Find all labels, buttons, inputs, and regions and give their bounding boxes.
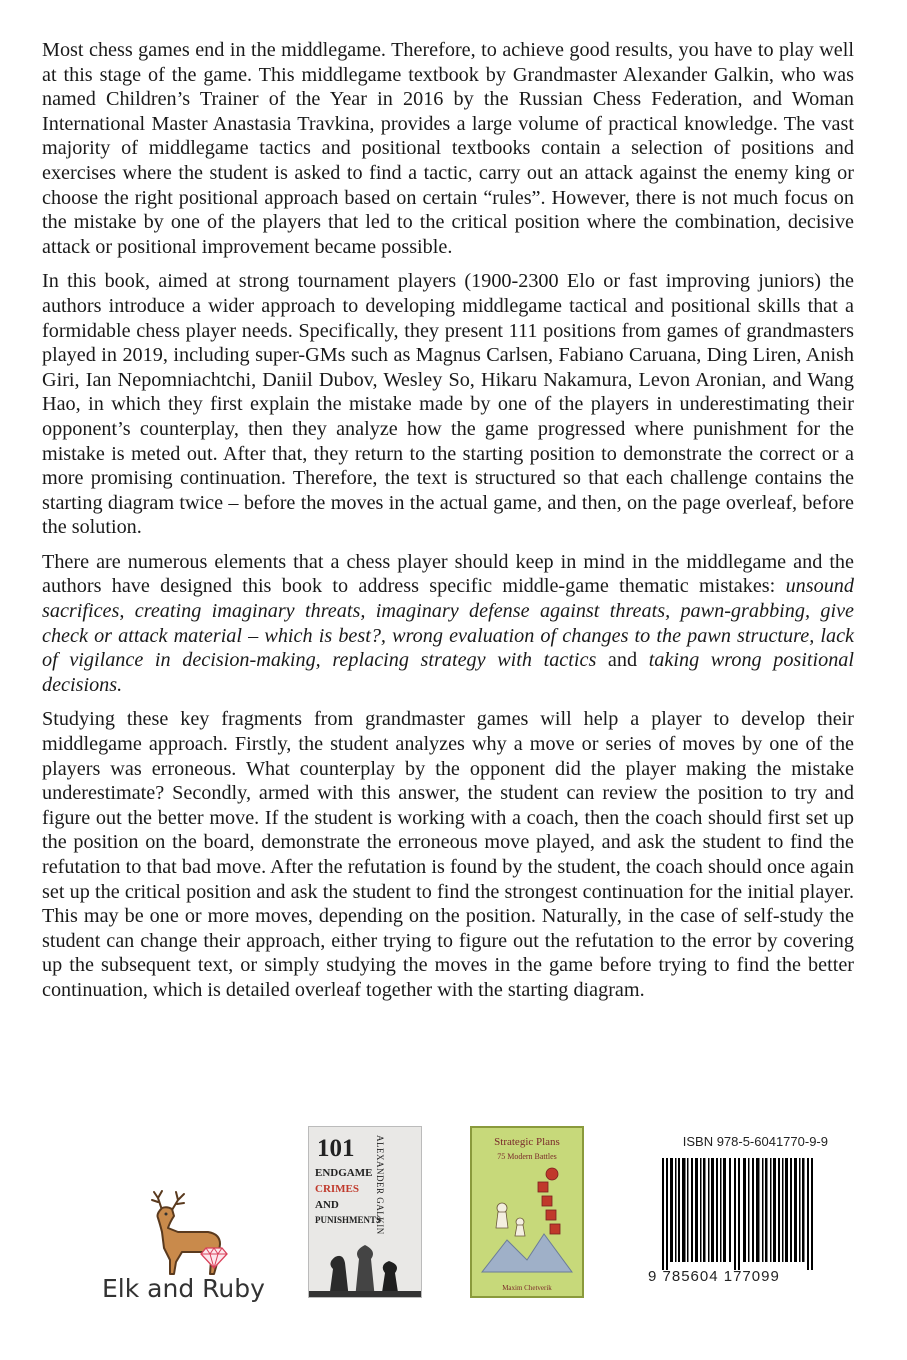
text-run: There are numerous elements that a chess player should keep in mind in the middlegame and the authors have designed this book to address specific middle-game thematic mistakes: <box>42 550 854 598</box>
paragraph-2 <box>42 269 854 540</box>
italic-phrase: unsound sacrifices, creating imaginary threats, imaginary defense against threats, pawn-grabbing, give check or attack material – which is best?, wrong evaluation of changes to the pawn structure, lack of vigilance in decision-making, replacing strategy with tactics <box>42 575 854 672</box>
text-run: Studying these key fragments from grandmaster games will help a player to develop their middlegame approach. Firstly, the student analyzes why a move or series of moves by one of the players was erroneous. What counterplay by the opponent did the player making the mistake underestimate? Secondly, armed with this answer, the student can review the position to try and figure out the better move. If the student is working with a coach, then the coach should first set up the position on the board, demonstrate the erroneous move played, and ask the student to find the refutation to that bad move. After the refutation is found by the student, the coach should once again set up the critical position and ask the student to find the strongest continuation for the initial player. This may be one or more moves, depending on the position. Naturally, in the case of self-study the student can change their approach, either trying to figure out the refutation to the error by covering up the subsequent text, or simply studying the moves in the game before trying to find the better continuation, which is detailed overleaf together with the starting diagram. <box>42 708 854 1001</box>
book2-author: Maxim Chetverik <box>502 1284 552 1292</box>
publisher-logo <box>100 1188 265 1308</box>
barcode-digits: 9 785604 177099 <box>648 1268 780 1285</box>
barcode-icon <box>650 1158 826 1270</box>
book1-number: 101 <box>317 1135 355 1162</box>
chess-pieces-illustration <box>309 1229 422 1298</box>
publisher-name: Elk and Ruby <box>102 1274 265 1303</box>
italic-phrase: taking wrong positional decisions. <box>42 649 855 696</box>
paragraph-4 <box>42 707 854 1002</box>
book1-line-4: AND <box>315 1199 339 1211</box>
book1-line-3: CRIMES <box>315 1183 360 1195</box>
book-cover-strategic-plans <box>470 1126 584 1298</box>
text-run: and <box>596 649 649 672</box>
paragraph-1 <box>42 38 854 259</box>
back-cover-footer <box>0 1120 907 1320</box>
isbn-label: ISBN 978-5-6041770-9-9 <box>682 1134 828 1149</box>
text-run: In this book, aimed at strong tournament players (1900-2300 Elo or fast improving juniors) the authors introduce a wider approach to developing middlegame tactical and positional skills that a formidable chess player needs. Specifically, they present 111 positions from games of grandmasters played in 2019, including super-GMs such as Magnus Carlsen, Fabiano Caruana, Ding Liren, Anish Giri, Ian Nepomniachtchi, Daniil Dubov, Wesley So, Hikaru Nakamura, Levon Aronian, and Wang Hao, in which they first explain the mistake made by one of the players in underestimating their opponent’s counterplay, then they analyze how the game progressed where punishment for the mistake is meted out. After that, they return to the starting position to demonstrate the correct or a more promising continuation. Therefore, the text is structured so that each challenge contains the starting diagram twice – before the moves in the actual game, and then, on the page overleaf, before the solution. <box>42 270 854 539</box>
book1-author: ALEXANDER GALKIN <box>375 1135 385 1235</box>
isbn-barcode <box>648 1134 828 1304</box>
book1-line-5: PUNISHMENTS <box>315 1215 382 1225</box>
ruby-icon <box>200 1246 228 1270</box>
book2-title: Strategic Plans <box>494 1136 560 1148</box>
paragraph-3 <box>42 550 854 698</box>
book2-subtitle: 75 Modern Battles <box>497 1152 557 1161</box>
strategic-illustration <box>472 1162 582 1282</box>
book-cover-endgame-crimes <box>308 1126 422 1298</box>
description-text <box>42 38 854 1013</box>
text-run: Most chess games end in the middlegame. Therefore, to achieve good results, you have to play well at this stage of the game. This middlegame textbook by Grandmaster Alexander Galkin, who was named Children’s Trainer of the Year in 2016 by the Russian Chess Federation, and Woman International Master Anastasia Travkina, provides a large volume of practical knowledge. The vast majority of middlegame tactics and positional textbooks contain a selection of positions and exercises where the student is asked to find a tactic, carry out an attack against the enemy king or choose the right positional approach based on certain “rules”. However, there is not much focus on the mistake by one of the players that led to the critical position where the combination, decisive attack or positional improvement became possible. <box>42 39 854 258</box>
book1-line-2: ENDGAME <box>315 1167 373 1179</box>
